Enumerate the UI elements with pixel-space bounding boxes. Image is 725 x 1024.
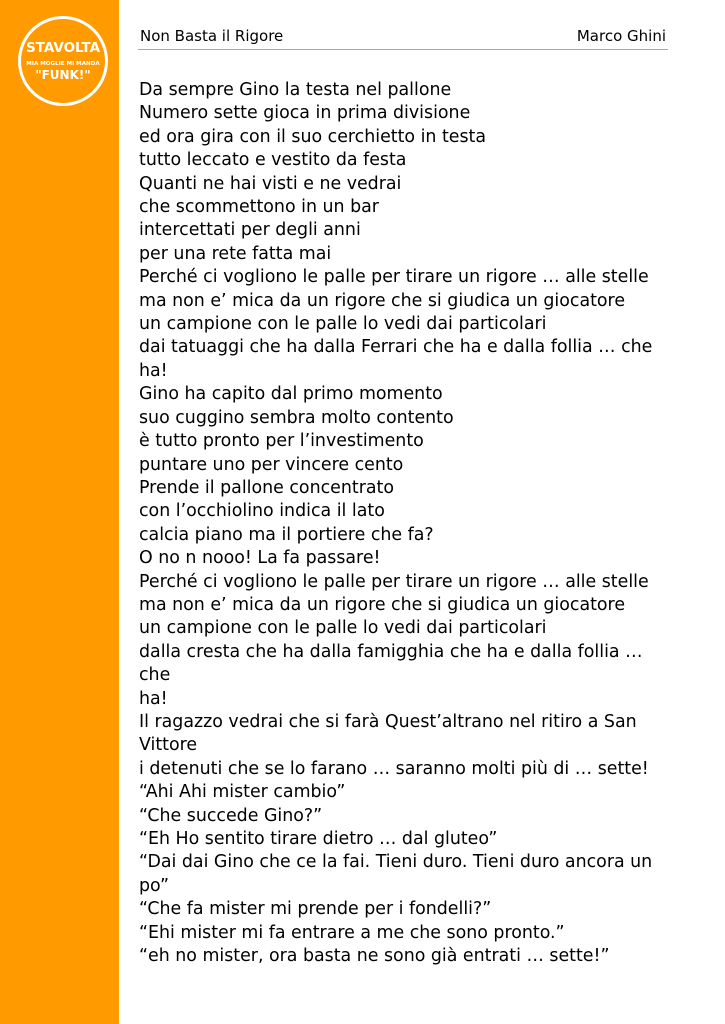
lyric-line: Perché ci vogliono le palle per tirare un rigore … alle stelle	[139, 267, 649, 288]
lyric-line: Quanti ne hai visti e ne vedrai	[139, 173, 402, 194]
song-title: Non Basta il Rigore	[140, 27, 284, 45]
lyric-line: dalla cresta che ha dalla famigghia che ha e dalla follia … che	[139, 641, 643, 686]
lyric-line: tutto leccato e vestito da festa	[139, 150, 407, 171]
lyric-line: con l’occhiolino indica il lato	[139, 501, 385, 522]
lyric-line: ma non e’ mica da un rigore che si giudica un giocatore	[139, 290, 626, 311]
lyric-line: “Ehi mister mi fa entrare a me che sono pronto.”	[139, 922, 565, 943]
lyrics-body	[139, 79, 679, 968]
lyric-line: O no n nooo! La fa passare!	[139, 548, 381, 569]
lyric-line: è tutto pronto per l’investimento	[139, 431, 424, 452]
lyric-line: Numero sette gioca in prima divisione	[139, 103, 471, 124]
lyric-line: “eh no mister, ora basta ne sono già entrati … sette!”	[139, 946, 610, 967]
lyric-line: Gino ha capito dal primo momento	[139, 384, 443, 405]
lyric-line: “Che fa mister mi prende per i fondelli?”	[139, 899, 492, 920]
logo-text-subtitle: MIA MOGLIE MI MANDA	[26, 61, 100, 67]
lyric-line: “Ahi Ahi mister cambio”	[139, 782, 346, 803]
lyric-line: puntare uno per vincere cento	[139, 454, 404, 475]
lyric-line: “Che succede Gino?”	[139, 805, 323, 826]
lyric-line: po”	[139, 875, 170, 896]
lyric-line: ha!	[139, 688, 168, 709]
logo-text-stavolta: STAVOLTA	[25, 40, 101, 56]
page-header	[138, 27, 668, 50]
lyric-line: ma non e’ mica da un rigore che si giudica un giocatore	[139, 594, 626, 615]
lyric-line: che scommettono in un bar	[139, 197, 379, 218]
lyric-line: Perché ci vogliono le palle per tirare un rigore … alle stelle	[139, 571, 649, 592]
lyric-line: un campione con le palle lo vedi dai particolari	[139, 314, 547, 335]
lyric-line: Prende il pallone concentrato	[139, 477, 394, 498]
lyric-line: Da sempre Gino la testa nel pallone	[139, 80, 452, 100]
lyric-line: ed ora gira con il suo cerchietto in testa	[139, 126, 487, 147]
lyric-line: “Eh Ho sentito tirare dietro … dal gluteo”	[139, 829, 498, 849]
lyric-line: suo cuggino sembra molto contento	[139, 407, 454, 428]
lyric-line: “Dai dai Gino che ce la fai. Tieni duro. Tieni duro ancora un	[139, 852, 653, 873]
lyric-line: ha!	[139, 360, 168, 381]
lyric-line: intercettati per degli anni	[139, 220, 361, 241]
song-author: Marco Ghini	[576, 27, 666, 45]
lyric-line: Vittore	[139, 735, 198, 756]
stavolta-funk-logo	[17, 15, 109, 107]
lyric-line: un campione con le palle lo vedi dai particolari	[139, 618, 547, 639]
lyric-line: per una rete fatta mai	[139, 243, 332, 264]
lyric-line: i detenuti che se lo farano … saranno molti più di … sette!	[139, 758, 649, 779]
lyric-line: calcia piano ma il portiere che fa?	[139, 524, 434, 545]
orange-sidebar	[0, 0, 119, 1024]
logo-text-funk: "FUNK!"	[35, 68, 91, 82]
lyric-line: Il ragazzo vedrai che si farà Quest’altrano nel ritiro a San	[139, 711, 637, 732]
lyric-line: dai tatuaggi che ha dalla Ferrari che ha e dalla follia … che	[139, 337, 653, 358]
